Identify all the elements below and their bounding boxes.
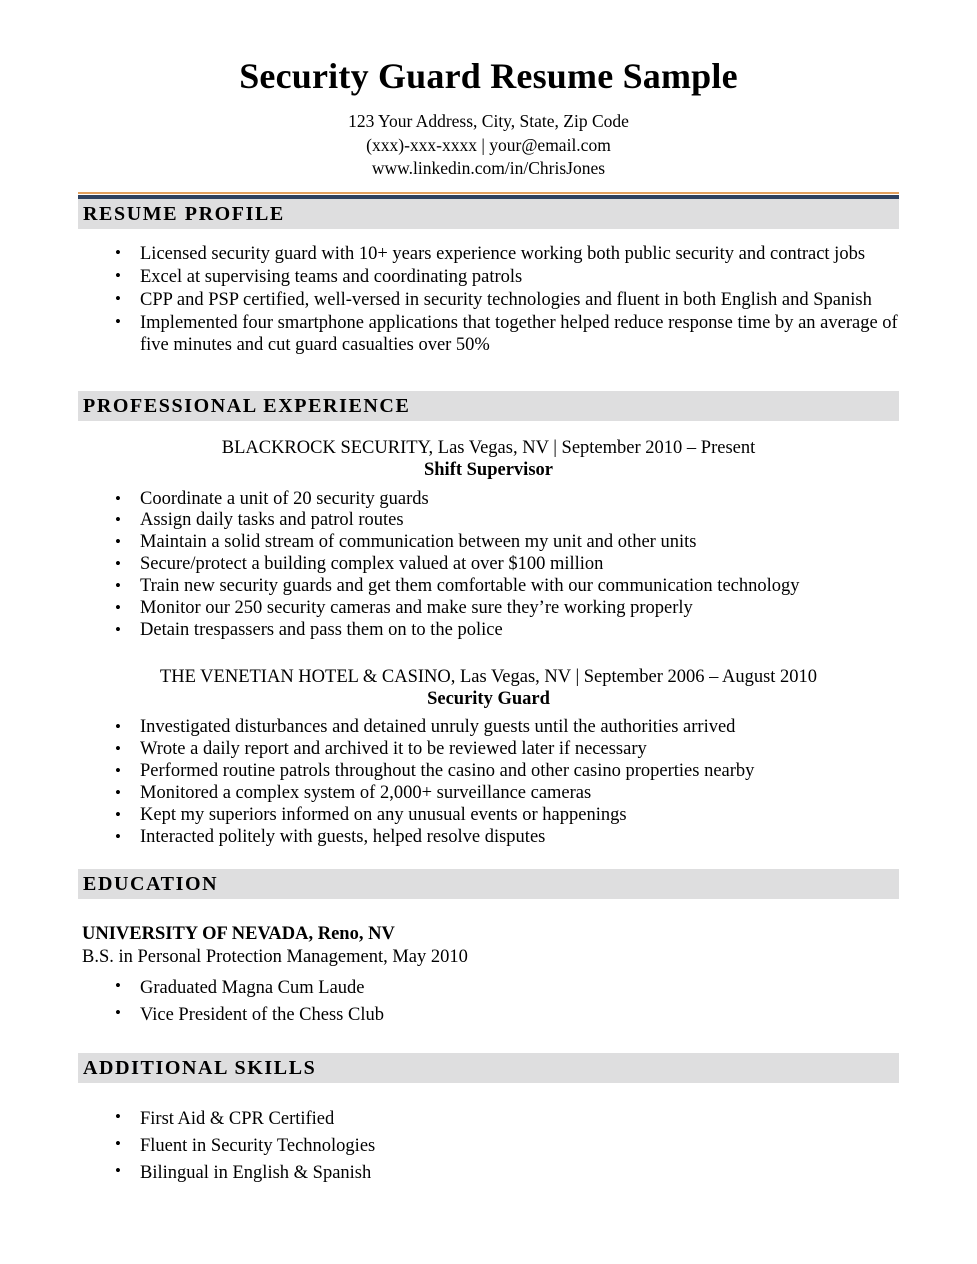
list-item: • Interacted politely with guests, helped resolve disputes — [78, 827, 977, 849]
list-item: • Performed routine patrols throughout the casino and other casino properties nearby — [78, 761, 977, 783]
section-header-skills — [78, 1053, 899, 1083]
list-item: • Kept my superiors informed on any unusual events or happenings — [78, 805, 977, 827]
list-item: • Detain trespassers and pass them on to the police — [78, 620, 977, 642]
profile-bullet-list — [78, 243, 977, 356]
section-title-profile: RESUME PROFILE — [83, 203, 285, 226]
divider-orange-line — [78, 192, 899, 194]
list-item: • Train new security guards and get them comfortable with our communication technology — [78, 576, 977, 598]
contact-address: 123 Your Address, City, State, Zip Code — [348, 110, 629, 131]
job-list-wrap — [78, 489, 977, 642]
list-item: • Wrote a daily report and archived it to be reviewed later if necessary — [78, 739, 977, 761]
job-title: Security Guard — [427, 689, 550, 710]
job-heading: THE VENETIAN HOTEL & CASINO, Las Vegas, NV | September 2006 – August 2010 — [159, 667, 818, 688]
education-degree: B.S. in Personal Protection Management, May 2010 — [82, 947, 468, 968]
section-title-education: EDUCATION — [83, 872, 219, 895]
list-item: • Monitor our 250 security cameras and make sure they’re working properly — [78, 598, 977, 620]
list-item: • Excel at supervising teams and coordinating patrols — [78, 266, 977, 288]
list-item: • Graduated Magna Cum Laude — [78, 976, 977, 1001]
page-title: Security Guard Resume Sample — [239, 56, 738, 96]
section-header-experience — [78, 391, 899, 421]
job-entry — [0, 437, 977, 642]
list-item: • Vice President of the Chess Club — [78, 1003, 977, 1028]
list-item: • Investigated disturbances and detained unruly guests until the authorities arrived — [78, 717, 977, 739]
list-item: • Bilingual in English & Spanish — [78, 1161, 977, 1186]
section-header-profile — [78, 199, 899, 229]
list-item: • CPP and PSP certified, well-versed in security technologies and fluent in both English and Spanish — [78, 289, 977, 311]
contact-linkedin: www.linkedin.com/in/ChrisJones — [371, 158, 606, 179]
list-item: • Secure/protect a building complex valued at over $100 million — [78, 554, 977, 576]
section-title-skills: ADDITIONAL SKILLS — [83, 1057, 317, 1080]
section-header-education — [78, 869, 899, 899]
job-bullet-list — [78, 717, 977, 849]
resume-header — [0, 0, 977, 181]
skills-bullet-list — [78, 1107, 977, 1185]
list-item: • Coordinate a unit of 20 security guards — [78, 489, 977, 511]
contact-phone-email: (xxx)-xxx-xxxx | your@email.com — [366, 134, 611, 155]
education-bullet-list — [78, 976, 977, 1027]
section-title-experience: PROFESSIONAL EXPERIENCE — [83, 395, 411, 418]
education-school: UNIVERSITY OF NEVADA, Reno, NV — [82, 923, 395, 944]
list-item: • First Aid & CPR Certified — [78, 1107, 977, 1132]
education-list-wrap — [78, 976, 977, 1027]
job-heading: BLACKROCK SECURITY, Las Vegas, NV | September 2010 – Present — [221, 438, 756, 459]
job-title: Shift Supervisor — [423, 460, 553, 481]
job-bullet-list — [78, 489, 977, 642]
list-item: • Monitored a complex system of 2,000+ surveillance cameras — [78, 783, 977, 805]
list-item: • Maintain a solid stream of communication between my unit and other units — [78, 532, 977, 554]
header-divider — [78, 192, 899, 199]
list-item: • Licensed security guard with 10+ years experience working both public security and contract jobs — [78, 243, 977, 265]
list-item: • Fluent in Security Technologies — [78, 1134, 977, 1159]
job-entry — [0, 666, 977, 849]
list-item: • Assign daily tasks and patrol routes — [78, 510, 977, 532]
job-list-wrap — [78, 717, 977, 849]
profile-list-wrap — [78, 243, 977, 356]
list-item: • Implemented four smartphone applications that together helped reduce response time by an average of five minutes and cut guard casualties over 50% — [78, 312, 977, 356]
skills-list-wrap — [78, 1107, 977, 1185]
